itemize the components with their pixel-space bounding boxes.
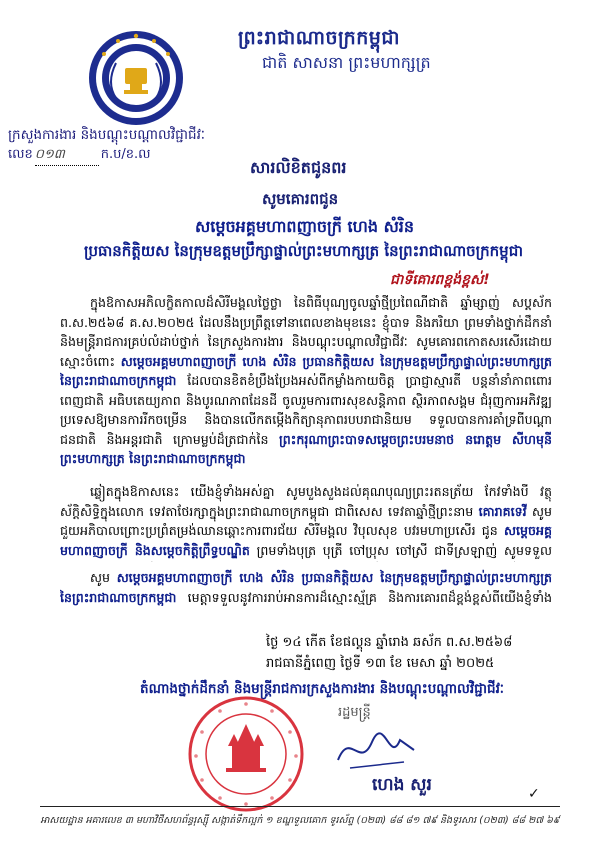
national-motto: ជាតិ សាសនា ព្រះមហាក្សត្រ	[262, 53, 431, 72]
document-type: សារលិខិតជូនពរ	[250, 158, 347, 177]
signer-role: រដ្ឋមន្ត្រី	[338, 705, 371, 720]
footer-divider	[40, 806, 560, 807]
para1-rest: ដែលបានខិតខំប្រឹងប្រែងអស់ពីកម្លាំងកាយចិត្ត ប្រាជ្ញាស្មារតី បន្តនាំនាំភាពពោរពេញជាតិ អធិបតេយ្យភាព និងបូរណភាពដែនដី ចូលរួមការពារសុខសន្តិភាព ស្ថិរភាពសង្គម ជំរុញការអភិវឌ្ឍប្រទេសឱ្យមានការរីកចម្រើន និងបានលើកតម្កើងកិត្យានុភាពរបបរាជានិយម ទទួលបានការគាំទ្រពីបណ្តាជនជាតិ និងអន្តរជាតិ ក្រោមម្លប់ដ៏ត្រជាក់នៃ	[60, 373, 552, 447]
ministry-logo	[86, 28, 186, 128]
addressee-title: ប្រធានកិត្តិយស នៃក្រុមឧត្តមប្រឹក្សាផ្ទាល់ព្រះមហាក្សត្រ នៃព្រះរាជាណាចក្រកម្ពុជា	[84, 242, 523, 260]
reference-number: ០១៣	[34, 147, 65, 162]
initial-mark: ✓	[528, 786, 540, 802]
reference-number-field	[35, 146, 99, 166]
body-paragraph-2	[60, 482, 552, 562]
para2-honorees: សម្តេចអគ្គមហាពញាចក្រី និងសម្តេចកិត្តិព្រឹទ្ធបណ្ឌិត	[60, 523, 552, 558]
addressee-name: សម្តេចអគ្គមហាពញាចក្រី ហេង សំរិន	[195, 217, 415, 236]
ministry-name: ក្រសួងការងារ និងបណ្តុះបណ្តាលវិជ្ជាជីវៈ	[8, 127, 206, 143]
greeting: ជាទីគោរពខ្ពង់ខ្ពស់!	[390, 272, 490, 288]
salutation: សូមគោរពជូន	[262, 190, 339, 208]
solar-date: រាជធានីភ្នំពេញ ថ្ងៃទី ១៣ ខែ មេសា ឆ្នាំ ២០២៥	[266, 656, 495, 671]
footer-address: អាសយដ្ឋាន អគារលេខ ៣ មហាវិថីសហព័ន្ធរុស្ស៊ី សង្កាត់ទឹកល្អក់ ១ ខណ្ឌទួលគោក ទូរស័ព្ទ (០២៣) ៨៨ ៨១ ៧៩ និងទូរសារ (០២៣) ៨៨ ២៧ ៦៩	[40, 815, 560, 826]
body-paragraph-1	[60, 293, 552, 473]
official-seal-icon	[186, 694, 306, 814]
para1-text: ក្នុងឱកាសអភិលក្ខិតកាលដ៏សិរីមង្គលថ្លៃថ្លា នៃពិធីបុណ្យចូលឆ្នាំថ្មីប្រពៃណីជាតិ ឆ្នាំម្សាញ់ សប្តស័ក ព.ស.២៥៦៨ គ.ស.២០២៥ ដែលនឹងប្រព្រឹត្តទៅនាពេលខាងមុខនេះ ខ្ញុំបាទ និងភរិយា ព្រមទាំងថ្នាក់ដឹកនាំ និងមន្ត្រីរាជការគ្រប់លំដាប់ថ្នាក់ នៃក្រសួងការងារ និងបណ្តុះបណ្តាលវិជ្ជាជីវៈ សូមគោរពកោតសរសើរដោយស្មោះចំពោះ	[60, 295, 552, 369]
para2-new-year-angel: គោរាគទេវី	[478, 503, 527, 519]
para2-mid: សូមជួយអភិបាលព្រោះប្រព្រំតម្រង់ឈានឆ្ពោះការពារជ័យ សិរីមង្គល វិបុលសុខ បវរមហាប្រសើរ ជូន	[60, 503, 552, 538]
handwritten-signature	[330, 720, 420, 780]
para1-king: ព្រះករុណាព្រះបាទសម្តេចព្រះបរមនាថ នរោត្តម សីហមុនី ព្រះមហាក្សត្រ នៃព្រះរាជាណាចក្រកម្ពុជា	[60, 431, 552, 466]
signer-title: តំណាងថ្នាក់ដឹកនាំ និងមន្ត្រីរាជការក្រសួងការងារ និងបណ្តុះបណ្តាលវិជ្ជាជីវៈ	[140, 681, 505, 697]
reference-line	[8, 146, 151, 166]
body-paragraph-3	[60, 568, 552, 606]
para3-honoree: សម្តេចអគ្គមហាពញាចក្រី ហេង សំរិន ប្រធានកិត្តិយស នៃក្រុមឧត្តមប្រឹក្សាផ្ទាល់ព្រះមហាក្សត្រ នៃព្រះរាជាណាចក្រកម្ពុជា	[60, 570, 552, 605]
para3-rest: មេត្តាទទួលនូវការរាប់អានការដ៏ស្មោះស្ម័គ្រ និងការគោរពដ៏ខ្ពង់ខ្ពស់ពីយើងខ្ញុំទាំង	[187, 589, 552, 605]
lunar-date: ថ្ងៃ ១៤ កើត ខែផល្គុន ឆ្នាំរោង ឆស័ក ព.ស.២៥៦៨	[266, 635, 513, 650]
kingdom-title: ព្រះរាជាណាចក្រកម្ពុជា	[238, 27, 400, 49]
para2-text: ឆ្លៀតក្នុងឱកាសនេះ យើងខ្ញុំទាំងអស់គ្នា សូមបួងសួងដល់គុណបុណ្យព្រះរតនត្រ័យ កែវទាំងបី វត្ថុស័ក្តិសិទ្ធិក្នុងលោក ទេវតាថែរក្សាក្នុងព្រះរាជាណាចក្រកម្ពុជា ជាពិសេស ទេវតាឆ្នាំថ្មីព្រះនាម	[60, 484, 552, 519]
reference-label: លេខ	[8, 147, 33, 162]
para1-honoree: សម្តេចអគ្គមហាពញាចក្រី ហេង សំរិន ប្រធានកិត្តិយស នៃក្រុមឧត្តមប្រឹក្សាផ្ទាល់ព្រះមហាក្សត្រ នៃព្រះរាជាណាចក្រកម្ពុជា	[60, 353, 552, 388]
para3-text: សូម	[90, 570, 110, 585]
reference-suffix: ក.ប/ខ.ល	[100, 147, 151, 162]
signer-name: ហេង សួរ	[372, 775, 432, 795]
para2-rest: ព្រមទាំងបុត្រ បុត្រី ចៅប្រុស ចៅស្រី ជាទីស្រឡាញ់ សូមទទួល	[256, 542, 552, 558]
